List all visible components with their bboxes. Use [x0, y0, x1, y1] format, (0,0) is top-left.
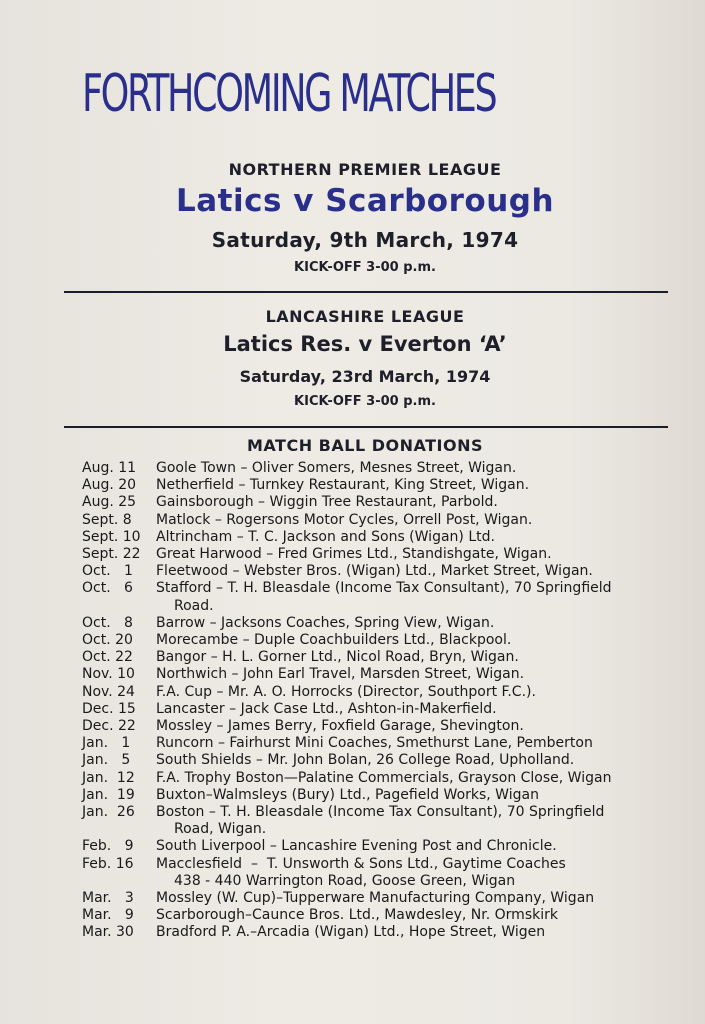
donation-row: [82, 890, 682, 907]
donation-date: Dec. 15: [82, 700, 136, 717]
donation-date: Oct. 8: [82, 614, 133, 631]
donation-text: Scarborough–Caunce Bros. Ltd., Mawdesley, Nr. Ormskirk: [156, 907, 558, 924]
donation-text-wrap: [156, 615, 682, 632]
donation-text: Stafford – T. H. Bleasdale (Income Tax Consultant), 70 Springfield: [156, 580, 612, 597]
donation-date: Aug. 25: [82, 494, 137, 511]
donation-text: Fleetwood – Webster Bros. (Wigan) Ltd., Market Street, Wigan.: [156, 563, 593, 580]
donation-text: Great Harwood – Fred Grimes Ltd., Standishgate, Wigan.: [156, 546, 552, 563]
donation-text-continued: Road, Wigan.: [174, 821, 267, 838]
fixture2-kickoff: KICK-OFF 3-00 p.m.: [294, 394, 436, 409]
divider-2: [64, 426, 668, 428]
donation-row: [82, 460, 682, 477]
divider-1: [64, 291, 668, 293]
donation-row: [82, 752, 682, 769]
donation-text: Runcorn – Fairhurst Mini Coaches, Smethurst Lane, Pemberton: [156, 735, 593, 752]
donation-date: Jan. 1: [82, 735, 131, 752]
donation-date: Dec. 22: [82, 718, 136, 735]
fixture1-date: Saturday, 9th March, 1974: [211, 228, 519, 252]
donation-date: Nov. 24: [82, 683, 135, 700]
donation-date: Oct. 1: [82, 563, 133, 580]
donation-text-wrap: [156, 684, 682, 701]
donation-date: Jan. 12: [82, 769, 135, 786]
donation-text: South Liverpool – Lancashire Evening Post and Chronicle.: [156, 838, 557, 855]
page-title: FORTHCOMING MATCHES: [82, 64, 496, 124]
donation-text-wrap: [156, 477, 682, 494]
donation-text-wrap: [156, 856, 682, 890]
donation-text-wrap: [156, 649, 682, 666]
fixture2-date: Saturday, 23rd March, 1974: [239, 367, 491, 386]
donation-row: [82, 787, 682, 804]
donation-row: [82, 615, 682, 632]
donation-date: Jan. 19: [82, 786, 135, 803]
donation-text: Morecambe – Duple Coachbuilders Ltd., Blackpool.: [156, 632, 512, 649]
donation-date: Aug. 20: [82, 477, 137, 494]
donation-date: Nov. 10: [82, 666, 135, 683]
donation-date: Oct. 6: [82, 580, 133, 597]
donation-text: Northwich – John Earl Travel, Marsden Street, Wigan.: [156, 666, 525, 683]
donation-row: [82, 632, 682, 649]
donation-text-wrap: [156, 529, 682, 546]
donation-row: [82, 477, 682, 494]
donation-row: [82, 563, 682, 580]
donation-row: [82, 580, 682, 614]
donation-text-wrap: [156, 701, 682, 718]
donation-text: Bangor – H. L. Gorner Ltd., Nicol Road, Bryn, Wigan.: [156, 649, 519, 666]
donation-row: [82, 666, 682, 683]
donation-date: Feb. 16: [82, 855, 134, 872]
donation-text: F.A. Cup – Mr. A. O. Horrocks (Director, Southport F.C.).: [156, 683, 536, 700]
donation-text-wrap: [156, 838, 682, 855]
fixture2-match: Latics Res. v Everton ‘A’: [223, 332, 507, 356]
donation-text-wrap: [156, 787, 682, 804]
donation-text: Bradford P. A.–Arcadia (Wigan) Ltd., Hope Street, Wigen: [156, 924, 546, 941]
fixture1-kickoff: KICK-OFF 3-00 p.m.: [294, 260, 436, 275]
donation-text-wrap: [156, 752, 682, 769]
donation-date: Mar. 9: [82, 907, 134, 924]
donation-text: Gainsborough – Wiggin Tree Restaurant, Parbold.: [156, 494, 498, 511]
donation-row: [82, 701, 682, 718]
donation-date: Mar. 30: [82, 924, 134, 941]
donation-date: Oct. 22: [82, 649, 133, 666]
donation-row: [82, 856, 682, 890]
donation-row: [82, 649, 682, 666]
donation-text-wrap: [156, 907, 682, 924]
donation-row: [82, 804, 682, 838]
donation-text-wrap: [156, 546, 682, 563]
donation-text: Netherfield – Turnkey Restaurant, King Street, Wigan.: [156, 477, 530, 494]
donation-text-wrap: [156, 632, 682, 649]
donation-text: F.A. Trophy Boston—Palatine Commercials, Grayson Close, Wigan: [156, 769, 612, 786]
donation-row: [82, 735, 682, 752]
donation-text: Buxton–Walmsleys (Bury) Ltd., Pagefield Works, Wigan: [156, 786, 539, 803]
donation-text-wrap: [156, 563, 682, 580]
donation-row: [82, 512, 682, 529]
donation-date: Jan. 26: [82, 804, 135, 821]
donation-date: Aug. 11: [82, 460, 137, 476]
donation-row: [82, 924, 682, 941]
donation-text: Boston – T. H. Bleasdale (Income Tax Consultant), 70 Springfield: [156, 804, 605, 821]
donation-date: Jan. 5: [82, 752, 131, 769]
donation-text: Matlock – Rogersons Motor Cycles, Orrell Post, Wigan.: [156, 511, 533, 528]
fixture2-league: LANCASHIRE LEAGUE: [265, 307, 465, 326]
fixture1-match: Latics v Scarborough: [175, 183, 555, 219]
donation-text: Goole Town – Oliver Somers, Mesnes Street, Wigan.: [156, 460, 517, 476]
donation-text: Barrow – Jacksons Coaches, Spring View, Wigan.: [156, 614, 495, 631]
donation-text: Mossley – James Berry, Foxfield Garage, Shevington.: [156, 718, 524, 735]
donation-row: [82, 494, 682, 511]
donation-date: Sept. 8: [82, 511, 132, 528]
donation-text: Altrincham – T. C. Jackson and Sons (Wigan) Ltd.: [156, 528, 495, 545]
donation-text-continued: Road.: [174, 597, 214, 614]
donation-text-wrap: [156, 924, 682, 941]
donation-text: Mossley (W. Cup)–Tupperware Manufacturing Company, Wigan: [156, 890, 595, 907]
donation-row: [82, 546, 682, 563]
donation-text-wrap: [156, 804, 682, 838]
donation-date: Mar. 3: [82, 890, 134, 907]
donation-text-wrap: [156, 666, 682, 683]
donation-row: [82, 770, 682, 787]
donation-row: [82, 684, 682, 701]
donations-list: [82, 460, 682, 942]
donation-text-wrap: [156, 512, 682, 529]
donation-row: [82, 907, 682, 924]
donation-text-wrap: [156, 494, 682, 511]
donation-text: South Shields – Mr. John Bolan, 26 College Road, Upholland.: [156, 752, 575, 769]
donation-text-wrap: [156, 770, 682, 787]
donation-date: Sept. 22: [82, 546, 141, 563]
donation-text-wrap: [156, 735, 682, 752]
donation-text-wrap: [156, 890, 682, 907]
donation-row: [82, 718, 682, 735]
donation-text-wrap: [156, 460, 682, 477]
fixture1-league: NORTHERN PREMIER LEAGUE: [228, 160, 502, 179]
donation-text-continued: 438 - 440 Warrington Road, Goose Green, Wigan: [174, 872, 516, 889]
donation-date: Oct. 20: [82, 632, 133, 649]
donation-row: [82, 529, 682, 546]
donation-date: Sept. 10: [82, 528, 141, 545]
donations-heading: MATCH BALL DONATIONS: [246, 436, 483, 455]
donation-text-wrap: [156, 580, 682, 614]
donation-text: Macclesfield – T. Unsworth & Sons Ltd., Gaytime Coaches: [156, 855, 566, 872]
donation-text: Lancaster – Jack Case Ltd., Ashton-in-Makerfield.: [156, 700, 497, 717]
donation-text-wrap: [156, 718, 682, 735]
donation-date: Feb. 9: [82, 838, 134, 855]
donation-row: [82, 838, 682, 855]
